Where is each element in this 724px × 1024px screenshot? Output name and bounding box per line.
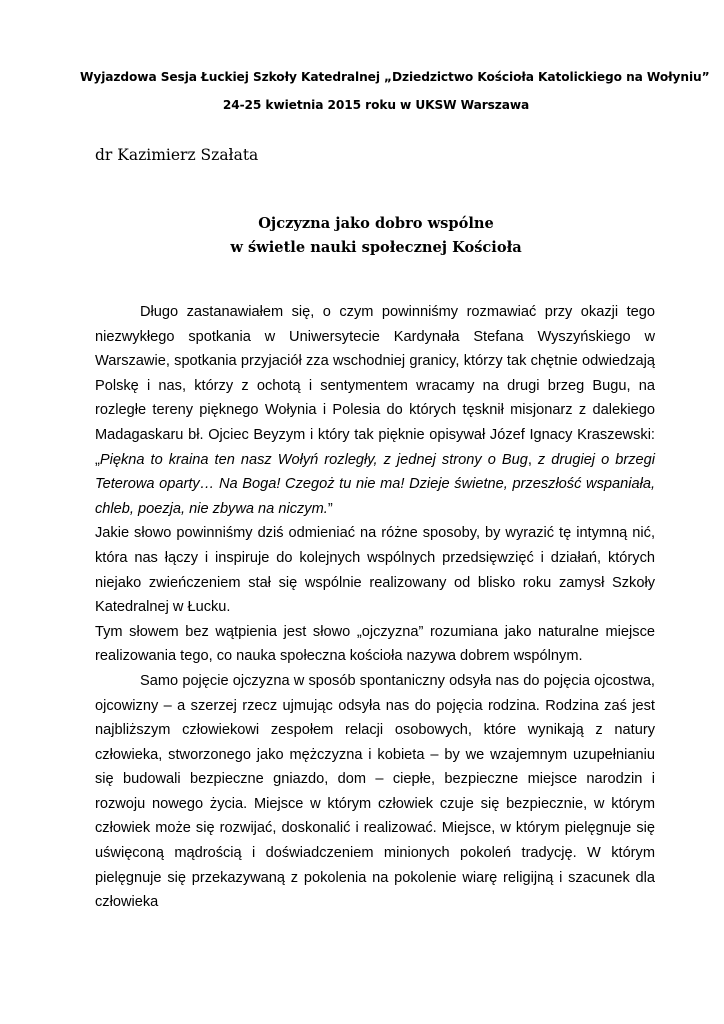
quote-part2: z drugiej o brzegi Teterowa oparty… Na Boga! Czegoż tu nie ma! Dzieje świetne, przeszłość wspaniała, chleb, poezja, nie zbywa na niczym.	[95, 451, 655, 517]
quote-part1: Piękna to kraina ten nasz Wołyń rozległy, z jednej strony o Bug	[99, 451, 528, 468]
paragraph-intro	[95, 300, 655, 521]
paragraph-concept: Samo pojęcie ojczyzna w sposób spontaniczny odsyła nas do pojęcia ojcostwa, ojcowizny – a szerzej rzecz ujmując odsyła nas do pojęcia rodzina. Rodzina zaś jest najbliższym człowiekowi zespołem relacji osobowych, które wynikają z natury człowieka, stworzonego jako mężczyzna i kobieta – by we wzajemnym uzupełnianiu się budowali bezpieczne gniazdo, dom – ciepłe, bezpieczne miejsce narodzin i rozwoju nowego życia. Miejsce w którym człowiek czuje się bezpiecznie, w którym człowiek może się rozwijać, doskonalić i realizować. Miejsce, w którym pielęgnuje się uświęconą mądrością i doświadczeniem minionych pokoleń tradycję. W którym pielęgnuje się przekazywaną z pokolenia na pokolenie wiarę religijną i szacunek dla człowieka	[95, 672, 655, 911]
paragraph-ojczyzna: Tym słowem bez wątpienia jest słowo „ojczyzna” rozumiana jako naturalne miejsce realizowania tego, co nauka społeczna kościoła nazywa dobrem wspólnym.	[95, 623, 655, 665]
paragraph-intro-text: Długo zastanawiałem się, o czym powinniśmy rozmawiać przy okazji tego niezwykłego spotkania w Uniwersytecie Kardynała Stefana Wyszyńskiego w Warszawie, spotkania przyjaciół zza wschodniej granicy, którzy tak chętnie odwiedzają Polskę i nas, którzy z ochotą i sentymentem wracamy na drugi brzeg Bugu, na rozległe tereny pięknego Wołynia i Polesia do których tęsknił misjonarz z dalekiego Madagaskaru bł. Ojciec Beyzym i który tak pięknie opisywał Józef Ignacy Kraszewski: „	[95, 304, 655, 468]
quote-close: ”	[327, 500, 333, 517]
paper-title-line1: Ojczyzna jako dobro wspólne	[258, 215, 494, 232]
paper-title-line2: w świetle nauki społecznej Kościoła	[230, 239, 522, 256]
quote-separator: ,	[527, 451, 538, 468]
document-body	[95, 300, 655, 915]
session-header-line2: 24-25 kwietnia 2015 roku w UKSW Warszawa	[222, 98, 530, 112]
author-name: dr Kazimierz Szałata	[95, 146, 259, 164]
session-header-line1: Wyjazdowa Sesja Łuckiej Szkoły Katedralnej „Dziedzictwo Kościoła Katolickiego na Wołyniu”	[80, 70, 710, 84]
paragraph-question: Jakie słowo powinniśmy dziś odmieniać na różne sposoby, by wyrazić tę intymną nić, która nas łączy i inspiruje do kolejnych wspólnych przedsięwzięć i działań, których niejako zwieńczeniem stał się wspólnie realizowany od blisko roku zamysł Szkoły Katedralnej w Łucku.	[95, 525, 655, 616]
